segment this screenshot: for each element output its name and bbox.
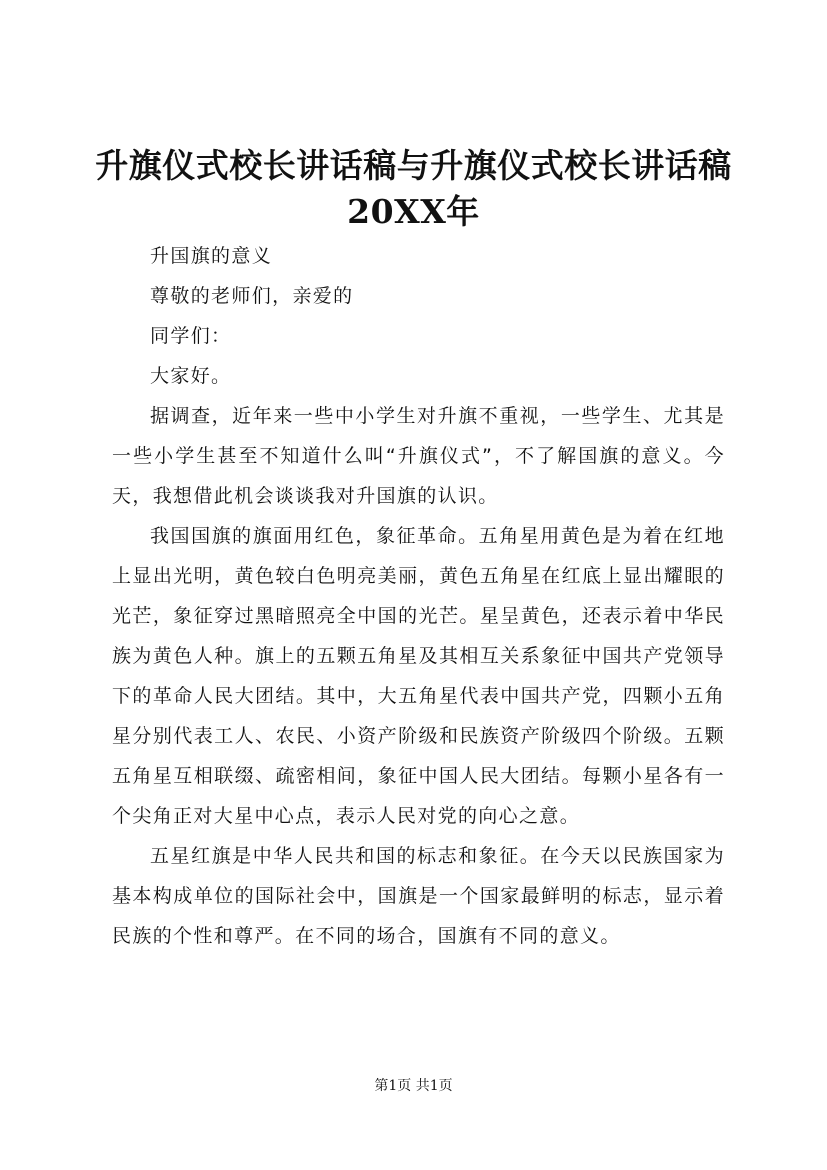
paragraph-salutation-cont: 同学们：: [150, 325, 232, 347]
page-footer: 第1页 共1页: [374, 1078, 453, 1094]
paragraph-body: 我国国旗的旗面用红色，象征革命。五角星用黄色是为着在红地上显出光明，黄色较白色明亮美丽，黄色五角星在红底上显出耀眼的光芒，象征穿过黑暗照亮全中国的光芒。星呈黄色，还表示着中华民族为黄色人种。旗上的五颗五角星及其相互关系象征中国共产党领导下的革命人民大团结。其中，大五角星代表中国共产党，四颗小五角星分别代表工人、农民、小资产阶级和民族资产阶级四个阶级。五颗五角星互相联缀、疏密相间，象征中国人民大团结。每颗小星各有一个尖角正对大星中心点，表示人民对党的向心之意。: [112, 525, 725, 827]
title-line-1: 升旗仪式校长讲话稿与升旗仪式校长讲话稿: [95, 146, 732, 185]
paragraph-body: 五星红旗是中华人民共和国的标志和象征。在今天以民族国家为基本构成单位的国际社会中，国旗是一个国家最鲜明的标志，显示着民族的个性和尊严。在不同的场合，国旗有不同的意义。: [112, 845, 725, 947]
title-line-2: 20XX年: [347, 192, 480, 231]
paragraph-heading: 升国旗的意义: [150, 245, 273, 267]
paragraph-body: 据调查，近年来一些中小学生对升旗不重视，一些学生、尤其是一些小学生甚至不知道什么叫“升旗仪式”，不了解国旗的意义。今天，我想借此机会谈谈我对升国旗的认识。: [112, 405, 725, 507]
document-title: [60, 143, 767, 235]
document-body: [112, 236, 725, 956]
paragraph-salutation: 尊敬的老师们，亲爱的: [150, 285, 354, 307]
paragraph-greeting: 大家好。: [150, 365, 232, 387]
